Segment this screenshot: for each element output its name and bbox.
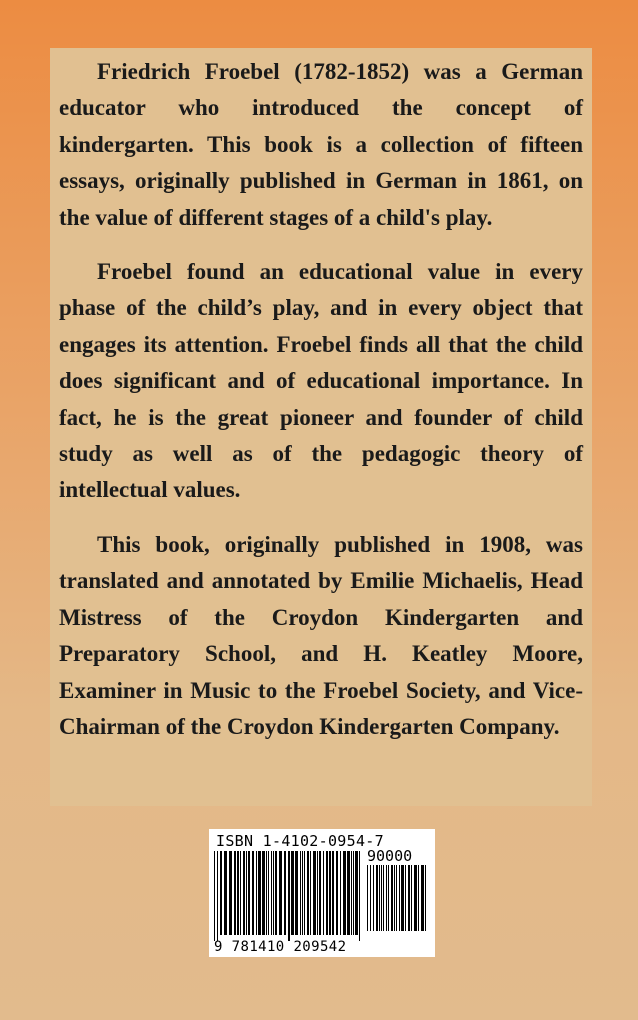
- barcode-bar: [343, 851, 346, 935]
- addon-barcode-bars: [367, 865, 429, 931]
- barcode-bar: [373, 865, 374, 931]
- barcode-bar: [271, 851, 272, 935]
- barcode-bar: [425, 865, 426, 931]
- barcode-bar: [248, 851, 250, 935]
- barcode-bar: [399, 865, 400, 931]
- barcode-bar: [224, 851, 227, 935]
- barcode-bar: [367, 865, 368, 931]
- barcode-bar: [317, 851, 318, 935]
- barcode-bar: [418, 865, 419, 931]
- barcode-bar: [370, 865, 371, 931]
- barcode-bar: [326, 851, 328, 935]
- barcode-bar: [401, 865, 404, 931]
- isbn-label: ISBN 1-4102-0954-7: [216, 832, 384, 850]
- description-paragraph-3: This book, originally published in 1908, was translated and annotated by Emilie Michaelis, Head Mistress of the Croydon Kindergarten and Preparatory School, and H. Keatley Moore, Examiner in Music to the Froebel Society, and Vice-Chairman of the Croydon Kindergarten Company.: [59, 531, 583, 739]
- ean-barcode-bars: [214, 851, 362, 941]
- barcode-bar: [405, 865, 406, 931]
- description-panel: [50, 48, 592, 806]
- barcode-bar: [359, 851, 360, 941]
- barcode-bar: [351, 851, 352, 935]
- barcode-bar: [332, 851, 334, 935]
- barcode-bar: [421, 865, 424, 931]
- barcode-bar: [252, 851, 254, 935]
- barcode-bar: [302, 851, 303, 935]
- barcode-bar: [319, 851, 321, 935]
- barcode-bar: [279, 851, 282, 935]
- barcode-bar: [234, 851, 236, 935]
- barcode-bar: [268, 851, 269, 935]
- isbn-barcode: [209, 829, 435, 957]
- barcode-bar: [388, 865, 389, 931]
- barcode-bar: [258, 851, 261, 935]
- description-paragraph-2: Froebel found an educational value in every phase of the child’s play, and in every object that engages its attention. Froebel finds all that the child does significant and of educational importance. In fact, he is the great pioneer and founder of child study as well as of the pedagogic theory of intellectual values.: [59, 259, 583, 503]
- barcode-bar: [414, 865, 417, 931]
- barcode-bar: [394, 865, 395, 931]
- barcode-bar: [304, 851, 305, 935]
- barcode-bar: [340, 851, 341, 935]
- barcode-bar: [355, 851, 358, 935]
- barcode-bar: [347, 851, 350, 935]
- barcode-bar: [217, 851, 218, 941]
- barcode-bar: [256, 851, 257, 935]
- barcode-bar: [386, 865, 387, 931]
- barcode-bar: [329, 851, 331, 935]
- barcode-bar: [408, 865, 410, 931]
- barcode-bar: [273, 851, 274, 935]
- barcode-bar: [313, 851, 316, 935]
- barcode-bar: [237, 851, 239, 935]
- barcode-bar: [295, 851, 298, 935]
- barcode-bar: [310, 851, 311, 935]
- barcode-bar: [353, 851, 354, 935]
- barcode-bar: [246, 851, 247, 935]
- barcode-bar: [396, 865, 397, 931]
- barcode-bar: [220, 851, 222, 935]
- barcode-bar: [243, 851, 245, 935]
- barcode-bar: [336, 851, 338, 935]
- barcode-bar: [291, 851, 294, 935]
- barcode-bar: [307, 851, 309, 935]
- barcode-bar: [376, 865, 378, 931]
- barcode-bar: [381, 865, 382, 931]
- barcode-bar: [266, 851, 267, 935]
- barcode-bar: [262, 851, 265, 935]
- barcode-bar: [214, 851, 215, 941]
- barcode-bar: [300, 851, 301, 935]
- ean-digits: 9 781410 209542: [214, 939, 347, 955]
- barcode-bar: [240, 851, 241, 935]
- barcode-bar: [284, 851, 286, 935]
- barcode-bar: [229, 851, 232, 935]
- price-code: 90000: [367, 847, 413, 865]
- description-paragraph-1: Friedrich Froebel (1782-1852) was a German educator who introduced the concept of kindergarten. This book is a collection of fifteen essays, originally published in German in 1861, on the value of different stages of a child's play.: [59, 59, 583, 230]
- barcode-bar: [275, 851, 277, 935]
- barcode-bar: [411, 865, 412, 931]
- barcode-bar: [391, 865, 393, 931]
- barcode-bar: [288, 851, 290, 941]
- barcode-bar: [323, 851, 324, 935]
- barcode-bar: [379, 865, 380, 931]
- barcode-bar: [383, 865, 384, 931]
